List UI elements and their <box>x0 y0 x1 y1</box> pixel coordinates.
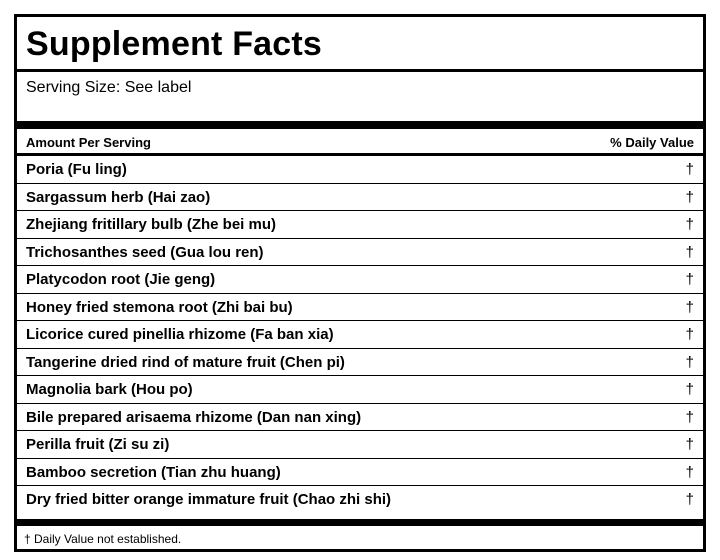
ingredient-name: Platycodon root (Jie geng) <box>26 271 216 288</box>
ingredient-name: Licorice cured pinellia rhizome (Fa ban xia) <box>26 326 334 343</box>
thick-divider-bottom <box>17 519 703 526</box>
ingredient-row <box>17 321 703 349</box>
ingredient-name: Poria (Fu ling) <box>26 161 127 178</box>
ingredient-name: Bamboo secretion (Tian zhu huang) <box>26 463 281 481</box>
ingredient-row <box>17 184 703 212</box>
title-divider <box>17 69 703 72</box>
ingredient-daily-value: † <box>685 216 694 233</box>
ingredient-row <box>17 156 703 184</box>
panel-title: Supplement Facts <box>26 25 323 63</box>
ingredient-daily-value: † <box>685 491 694 508</box>
thick-divider-top <box>17 121 703 129</box>
ingredient-name: Sargassum herb (Hai zao) <box>26 188 211 206</box>
ingredient-name: Zhejiang fritillary bulb (Zhe bei mu) <box>26 216 277 233</box>
amount-per-serving-header: Amount Per Serving <box>26 135 151 150</box>
footnote: † Daily Value not established. <box>24 532 182 546</box>
ingredient-row <box>17 239 703 267</box>
ingredient-daily-value: † <box>685 271 694 288</box>
ingredient-row <box>17 459 703 487</box>
ingredient-name: Bile prepared arisaema rhizome (Dan nan xing) <box>26 408 362 426</box>
ingredient-name: Magnolia bark (Hou po) <box>26 381 193 398</box>
ingredient-row <box>17 294 703 322</box>
ingredient-row <box>17 266 703 294</box>
ingredient-name: Tangerine dried rind of mature fruit (Chen pi) <box>26 353 345 371</box>
ingredient-name: Trichosanthes seed (Gua lou ren) <box>26 243 264 261</box>
ingredient-name: Perilla fruit (Zi su zi) <box>26 436 170 453</box>
ingredient-row <box>17 376 703 404</box>
ingredient-daily-value: † <box>685 326 694 343</box>
column-header-row <box>17 129 703 156</box>
ingredient-daily-value: † <box>685 298 694 316</box>
ingredient-daily-value: † <box>685 408 694 426</box>
ingredient-row <box>17 349 703 377</box>
ingredient-list <box>17 156 703 514</box>
serving-size: Serving Size: See label <box>26 79 192 96</box>
ingredient-name: Dry fried bitter orange immature fruit (Chao zhi shi) <box>26 491 392 508</box>
ingredient-row <box>17 486 703 514</box>
ingredient-daily-value: † <box>685 188 694 206</box>
supplement-facts-panel <box>14 14 706 552</box>
ingredient-name: Honey fried stemona root (Zhi bai bu) <box>26 298 293 316</box>
ingredient-row <box>17 431 703 459</box>
daily-value-header: % Daily Value <box>610 135 694 150</box>
ingredient-row <box>17 211 703 239</box>
ingredient-row <box>17 404 703 432</box>
ingredient-daily-value: † <box>685 436 694 453</box>
ingredient-daily-value: † <box>685 353 694 371</box>
ingredient-daily-value: † <box>685 243 694 261</box>
ingredient-daily-value: † <box>685 161 694 178</box>
ingredient-daily-value: † <box>685 381 694 398</box>
ingredient-daily-value: † <box>685 463 694 481</box>
